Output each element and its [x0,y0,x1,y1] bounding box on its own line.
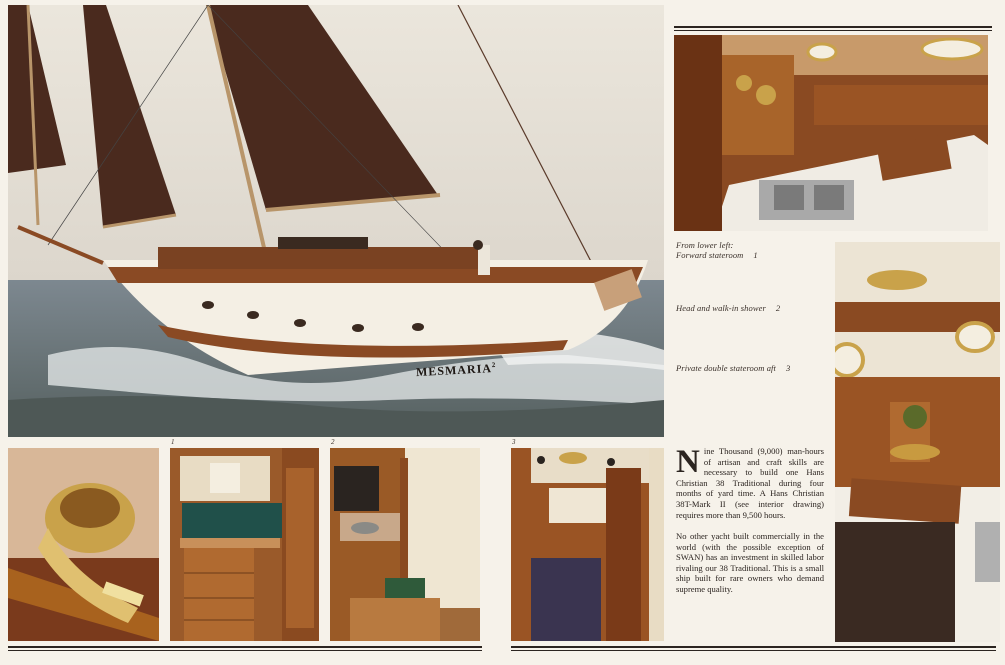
bottom-rule-right-thin [511,650,996,651]
caption-number: 3 [786,363,791,373]
caption-number: 2 [775,303,781,313]
hero-sailboat-photo [8,5,664,437]
drop-cap: N [676,444,700,480]
photo-number-1: 1 [171,438,175,446]
article-paragraph-2: No other yacht built commercially in the world (with the possible exception of SWAN) has an investment in skilled labor rivaling our 38 Traditional. This is a small ship built for rare owners who demand supreme quality. [676,531,824,594]
aft-stateroom-photo [511,448,664,641]
boat-name-text: MESMARIA [415,361,493,380]
top-rule [674,26,992,28]
caption-label: Head and walk-in shower [676,303,766,313]
photo-number-2: 2 [331,438,335,446]
bottom-rule-right [511,646,996,648]
article-paragraph-1 [676,446,824,520]
caption-label: Forward stateroom [676,250,744,260]
caption-item-1 [676,250,758,260]
caption-label: Private double stateroom aft [676,363,776,373]
top-rule-thin [674,30,992,31]
caption-number: 1 [753,250,758,260]
head-shower-photo [330,448,480,641]
photo-number-3: 3 [512,438,516,446]
brass-fitting-photo [8,448,159,641]
caption-item-2 [676,303,780,313]
paragraph-1-text: ine Thousand (9,000) man-hours of artisan and craft skills are necessary to build one Hans Christian 38 Traditional during four months of yard time. A Hans Christian 38T-Mark II (see interior drawing) requires more than 9,500 hours. [676,446,824,520]
boat-name-superscript: 2 [491,360,497,370]
bottom-rule-left [8,646,482,648]
forward-stateroom-photo [170,448,319,641]
caption-heading: From lower left: [676,240,734,250]
caption-item-3 [676,363,790,373]
bottom-rule-left-thin [8,650,482,651]
saloon-photo [835,242,1000,642]
galley-photo [674,35,988,231]
